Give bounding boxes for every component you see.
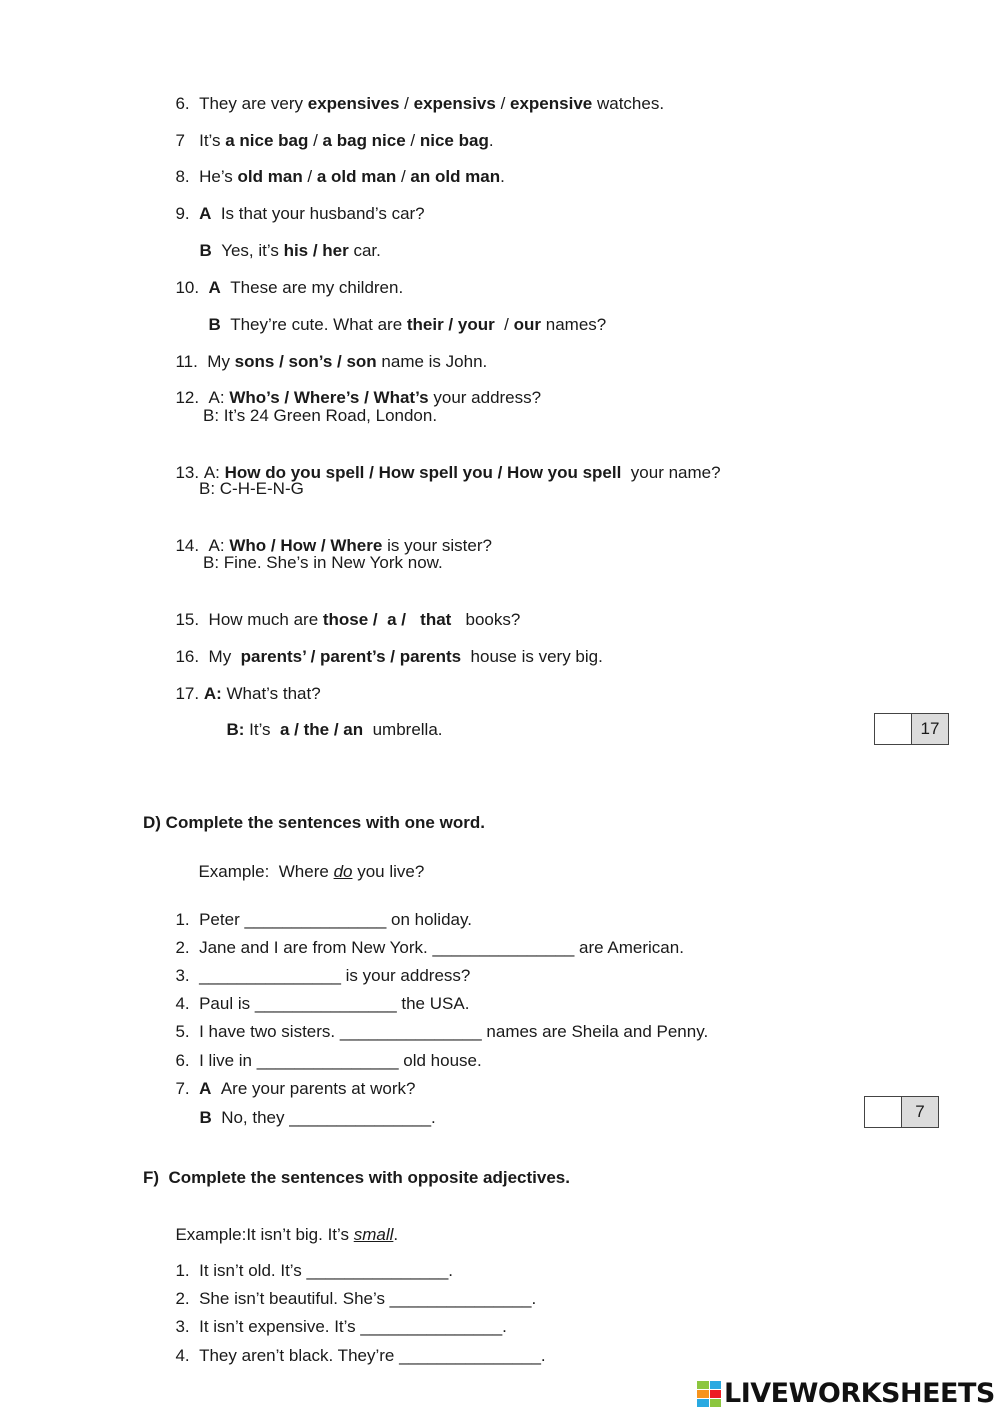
f-item: 2. She isn’t beautiful. She’s _______________. — [175, 1289, 537, 1308]
score-box-c — [874, 713, 949, 745]
section-d-title: D) Complete the sentences with one word. — [143, 813, 485, 832]
option[interactable]: Who / How / Where — [229, 536, 383, 555]
question-10-b: B They’re cute. What are their / your / our names? — [208, 315, 607, 334]
fill-blank[interactable]: They aren’t black. They’re _______________. — [199, 1346, 546, 1365]
d-item: 4. Paul is _______________ the USA. — [175, 994, 470, 1013]
section-f-example: Example:It isn’t big. It’s small. — [175, 1225, 399, 1244]
question-6: 6. They are very expensives / expensivs / expensive watches. — [175, 94, 665, 113]
d-item: 5. I have two sisters. _______________ names are Sheila and Penny. — [175, 1022, 709, 1041]
option[interactable]: their / your — [406, 315, 495, 334]
question-9-a: 9. A Is that your husband’s car? — [175, 204, 425, 223]
score-box-d — [864, 1096, 939, 1128]
question-16: 16. My parents’ / parent’s / parents house is very big. — [175, 647, 603, 666]
option[interactable]: a / the / an — [280, 720, 364, 739]
f-item: 4. They aren’t black. They’re _______________. — [175, 1346, 546, 1365]
question-17-b: B: It’s a / the / an umbrella. — [226, 720, 443, 739]
option[interactable]: Who’s / Where’s / What’s — [229, 388, 429, 407]
option[interactable]: nice bag — [419, 131, 489, 150]
option[interactable]: parents’ / parent’s / parents — [240, 647, 462, 666]
score-total: 7 — [902, 1097, 938, 1127]
logo-text: LIVEWORKSHEETS — [724, 1378, 995, 1409]
option[interactable]: a nice bag — [225, 131, 309, 150]
logo-blocks-icon — [697, 1381, 721, 1407]
option[interactable]: a old man — [316, 167, 397, 186]
d-item-7-a: 7. A Are your parents at work? — [175, 1079, 416, 1098]
question-14-b: B: Fine. She’s in New York now. — [203, 553, 443, 572]
question-10-a: 10. A These are my children. — [175, 278, 404, 297]
option[interactable]: expensives — [307, 94, 400, 113]
option[interactable]: his / her — [283, 241, 349, 260]
question-11: 11. My sons / son’s / son name is John. — [175, 352, 488, 371]
question-13-a: 13. A: How do you spell / How spell you / How you spell your name? — [175, 463, 721, 482]
option[interactable]: an old man — [410, 167, 501, 186]
score-input[interactable] — [875, 714, 912, 744]
option[interactable]: expensivs — [413, 94, 496, 113]
section-f-title: F) Complete the sentences with opposite adjectives. — [143, 1168, 570, 1187]
d-item: 1. Peter _______________ on holiday. — [175, 910, 472, 929]
d-item-7-b: B No, they _______________. — [199, 1108, 436, 1127]
question-9-b: B Yes, it’s his / her car. — [199, 241, 381, 260]
question-17-a: 17. A: What’s that? — [175, 684, 321, 703]
fill-blank[interactable]: Peter _______________ on holiday. — [199, 910, 472, 929]
liveworksheets-logo — [697, 1378, 995, 1409]
question-14-a: 14. A: Who / How / Where is your sister? — [175, 536, 492, 555]
question-8: 8. He’s old man / a old man / an old man. — [175, 167, 505, 186]
option[interactable]: How do you spell / How spell you / How you spell — [224, 463, 622, 482]
f-item: 1. It isn’t old. It’s _______________. — [175, 1261, 454, 1280]
fill-blank[interactable]: No, they _______________. — [221, 1108, 436, 1127]
f-item: 3. It isn’t expensive. It’s _______________. — [175, 1317, 507, 1336]
question-7: 7 It’s a nice bag / a bag nice / nice bag. — [175, 131, 494, 150]
option[interactable]: sons / son’s / son — [234, 352, 377, 371]
d-item: 3. _______________ is your address? — [175, 966, 471, 985]
score-total: 17 — [912, 714, 948, 744]
question-13-b: B: C-H-E-N-G — [199, 479, 304, 498]
fill-blank[interactable]: It isn’t expensive. It’s _______________. — [199, 1317, 507, 1336]
question-15: 15. How much are those / a / that books? — [175, 610, 521, 629]
option[interactable]: expensive — [510, 94, 593, 113]
option[interactable]: those / a / that — [322, 610, 452, 629]
d-item: 6. I live in _______________ old house. — [175, 1051, 482, 1070]
fill-blank[interactable]: Paul is _______________ the USA. — [199, 994, 470, 1013]
fill-blank[interactable]: _______________ is your address? — [199, 966, 471, 985]
option[interactable]: a bag nice — [322, 131, 406, 150]
question-12-a: 12. A: Who’s / Where’s / What’s your address? — [175, 388, 542, 407]
d-item: 2. Jane and I are from New York. _______________ are American. — [175, 938, 684, 957]
fill-blank[interactable]: It isn’t old. It’s _______________. — [199, 1261, 454, 1280]
fill-blank[interactable]: Jane and I are from New York. _______________ are American. — [199, 938, 684, 957]
question-12-b: B: It’s 24 Green Road, London. — [203, 406, 438, 425]
option[interactable]: our — [513, 315, 542, 334]
fill-blank[interactable]: I have two sisters. _______________ names are Sheila and Penny. — [199, 1022, 709, 1041]
section-d-example: Example: Where do you live? — [198, 862, 425, 881]
score-input[interactable] — [865, 1097, 902, 1127]
option[interactable]: old man — [237, 167, 303, 186]
fill-blank[interactable]: She isn’t beautiful. She’s _______________. — [199, 1289, 537, 1308]
fill-blank[interactable]: I live in _______________ old house. — [199, 1051, 482, 1070]
